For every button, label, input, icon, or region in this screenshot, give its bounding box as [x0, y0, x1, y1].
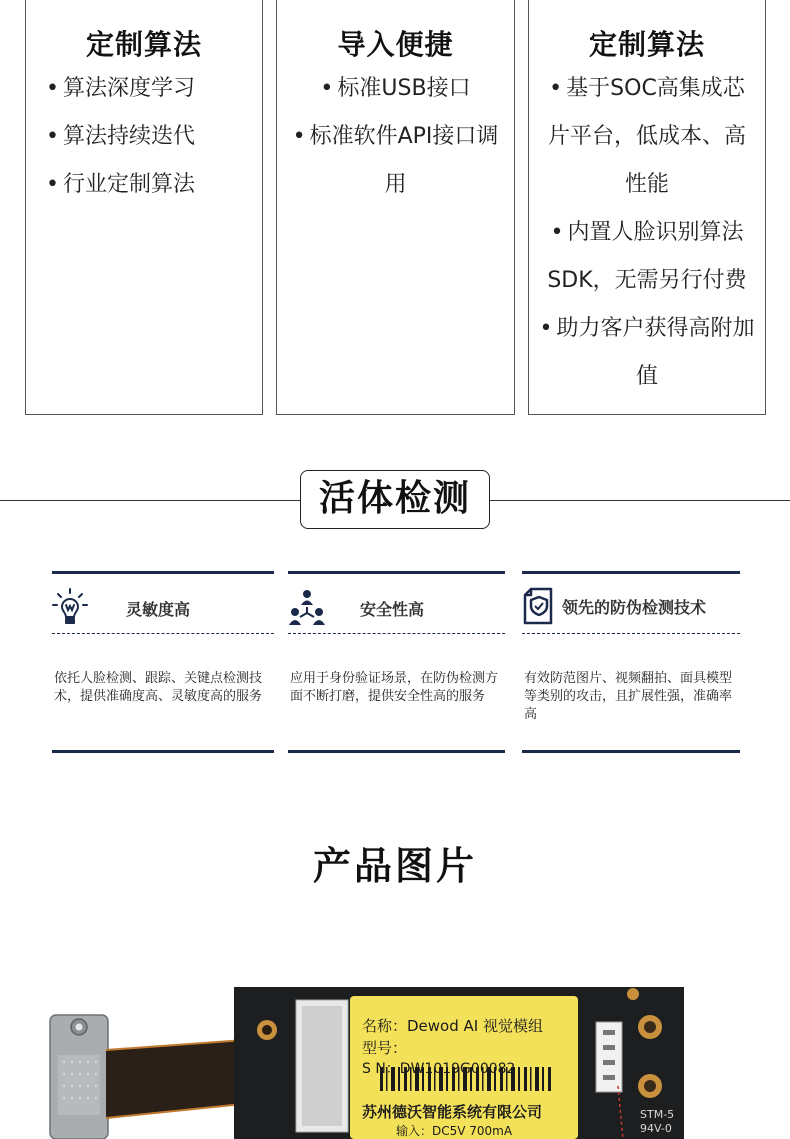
section-heading-live-detection: 活体检测 [300, 470, 490, 529]
dashed-divider [52, 633, 274, 634]
list-item: • 内置人脸识别算法SDK，无需另行付费 [547, 220, 747, 293]
list-item: • 算法持续迭代 [46, 124, 195, 149]
feature-description: 有效防范图片、视频翻拍、面具模型等类别的攻击，且扩展性强，准确率高 [524, 671, 733, 722]
list-item: • 行业定制算法 [46, 172, 195, 197]
heading-divider-left [0, 500, 300, 501]
board-marking: 94V-0 [640, 1122, 672, 1135]
list-item: • 助力客户获得高附加值 [539, 316, 755, 389]
user-network-icon [288, 587, 322, 625]
dashed-divider [522, 633, 740, 634]
feature-anti-spoof-tech [522, 571, 740, 753]
card-list [277, 65, 514, 209]
lightbulb-icon [52, 587, 86, 625]
label-serial-number: S N：DW1019G00082 [362, 1061, 516, 1077]
bottom-bar [522, 750, 740, 753]
bottom-bar [52, 750, 274, 753]
label-product-name: 名称：Dewod AI 视觉模组 [362, 1017, 543, 1035]
card-title: 导入便捷 [337, 28, 454, 61]
card-list [529, 65, 765, 401]
feature-card-easy-import [276, 0, 515, 415]
feature-title: 安全性高 [360, 600, 425, 619]
product-photo [0, 970, 790, 1139]
top-bar [52, 571, 274, 574]
camera-module [50, 1015, 108, 1139]
board-marking: STM-5 [640, 1108, 675, 1121]
label-model: 型号： [362, 1039, 408, 1057]
card-title: 定制算法 [588, 28, 705, 61]
feature-description: 应用于身份验证场景，在防伪检测方面不断打磨，提供安全性高的服务 [290, 671, 499, 704]
document-shield-icon [522, 587, 556, 625]
section-heading-product-photos: 产品图片 [312, 844, 477, 888]
list-item: • 算法深度学习 [46, 76, 195, 101]
dashed-divider [288, 633, 505, 634]
feature-title: 领先的防伪检测技术 [562, 598, 707, 617]
label-input-rating: 输入：DC5V 700mA [396, 1124, 513, 1138]
feature-high-sensitivity [52, 571, 274, 753]
label-company: 苏州德沃智能系统有限公司 [362, 1103, 543, 1121]
heading-divider-right [490, 500, 790, 501]
top-bar [288, 571, 505, 574]
top-bar [522, 571, 740, 574]
list-item: • 基于SOC高集成芯片平台，低成本、高性能 [547, 76, 746, 197]
card-list [26, 65, 262, 209]
feature-high-security [288, 571, 505, 753]
feature-card-custom-algorithm [25, 0, 263, 415]
list-item: • 标准软件API接口调用 [292, 124, 499, 197]
feature-card-soc-platform [528, 0, 766, 415]
card-title: 定制算法 [85, 28, 202, 61]
bottom-bar [288, 750, 505, 753]
feature-description: 依托人脸检测、跟踪、关键点检测技术，提供准确度高、灵敏度高的服务 [54, 671, 263, 704]
list-item: • 标准USB接口 [320, 76, 471, 101]
feature-title: 灵敏度高 [126, 600, 191, 619]
